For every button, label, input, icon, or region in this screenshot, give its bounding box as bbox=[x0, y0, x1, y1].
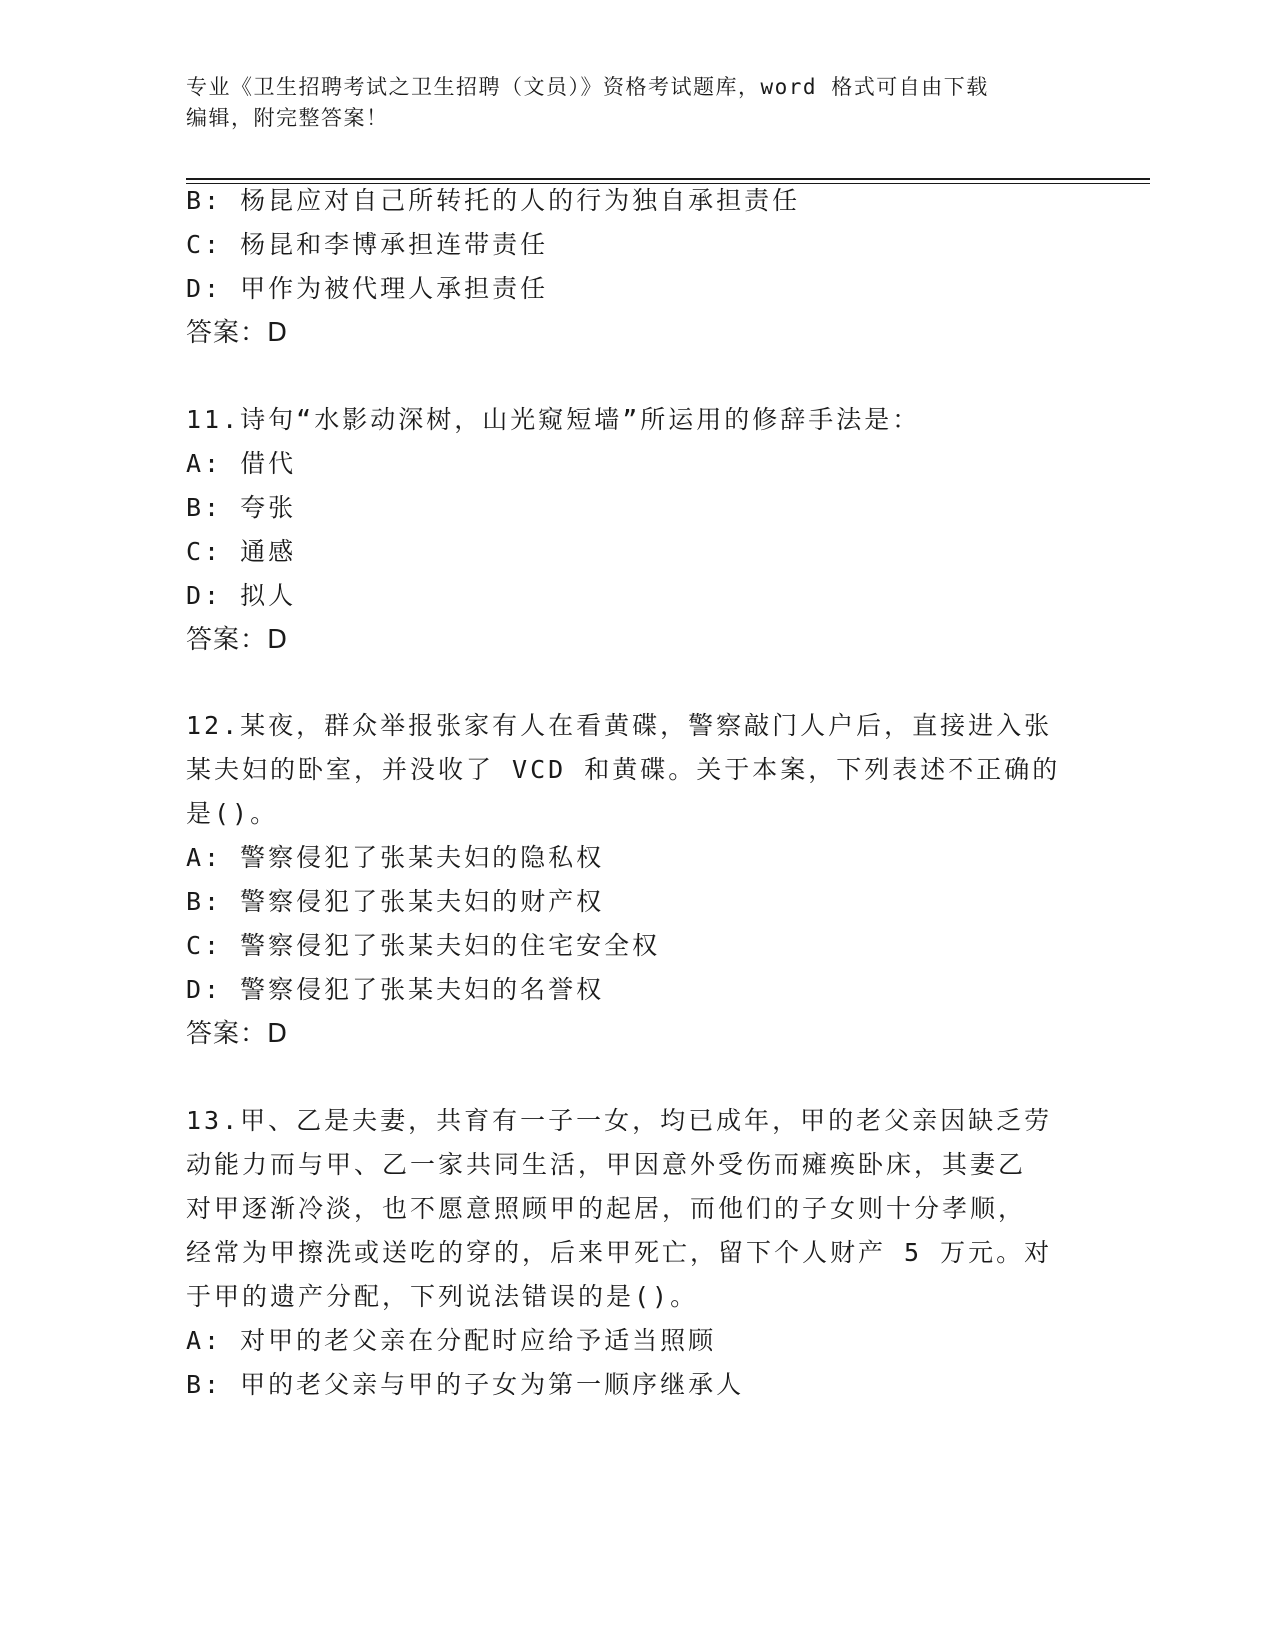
q12-option-b: B: 警察侵犯了张某夫妇的财产权 bbox=[186, 887, 605, 916]
header-divider-thin bbox=[186, 183, 1150, 184]
header-line-1: 专业《卫生招聘考试之卫生招聘（文员）》资格考试题库，word 格式可自由下载 bbox=[186, 75, 989, 99]
q12-stem-line-1: 12.某夜，群众举报张家有人在看黄碟，警察敲门人户后，直接进入张 bbox=[186, 711, 1053, 740]
q11-stem: 11.诗句“水影动深树，山光窥短墙”所运用的修辞手法是： bbox=[186, 405, 921, 434]
q12-option-a: A: 警察侵犯了张某夫妇的隐私权 bbox=[186, 843, 605, 872]
q10-answer: 答案：D bbox=[186, 318, 289, 348]
q13-option-a: A: 对甲的老父亲在分配时应给予适当照顾 bbox=[186, 1326, 717, 1355]
q12-option-d: D: 警察侵犯了张某夫妇的名誉权 bbox=[186, 975, 605, 1004]
q13-stem-line-2: 动能力而与甲、乙一家共同生活，甲因意外受伤而瘫痪卧床，其妻乙 bbox=[186, 1150, 1027, 1179]
q13-stem-line-5: 于甲的遗产分配，下列说法错误的是()。 bbox=[186, 1282, 699, 1311]
q13-stem-line-4: 经常为甲擦洗或送吃的穿的，后来甲死亡，留下个人财产 5 万元。对 bbox=[186, 1238, 1053, 1267]
q12-option-c: C: 警察侵犯了张某夫妇的住宅安全权 bbox=[186, 931, 661, 960]
header-line-2: 编辑，附完整答案！ bbox=[186, 106, 389, 130]
q11-option-c: C: 通感 bbox=[186, 537, 297, 566]
q11-answer: 答案：D bbox=[186, 625, 289, 655]
q13-stem-line-3: 对甲逐渐冷淡，也不愿意照顾甲的起居，而他们的子女则十分孝顺， bbox=[186, 1194, 1027, 1223]
q10-option-b: B: 杨昆应对自己所转托的人的行为独自承担责任 bbox=[186, 186, 801, 215]
q11-option-a: A: 借代 bbox=[186, 449, 297, 478]
q11-option-d: D: 拟人 bbox=[186, 581, 297, 610]
q10-option-c: C: 杨昆和李博承担连带责任 bbox=[186, 230, 549, 259]
q10-option-d: D: 甲作为被代理人承担责任 bbox=[186, 274, 549, 303]
q12-stem-line-2: 某夫妇的卧室，并没收了 VCD 和黄碟。关于本案，下列表述不正确的 bbox=[186, 755, 1061, 784]
q12-answer: 答案：D bbox=[186, 1019, 289, 1049]
document-header bbox=[186, 72, 1086, 134]
q13-stem-line-1: 13.甲、乙是夫妻，共育有一子一女，均已成年，甲的老父亲因缺乏劳 bbox=[186, 1106, 1053, 1135]
header-divider bbox=[186, 178, 1150, 180]
q13-option-b: B: 甲的老父亲与甲的子女为第一顺序继承人 bbox=[186, 1370, 745, 1399]
q12-stem-line-3: 是()。 bbox=[186, 799, 279, 828]
q11-option-b: B: 夸张 bbox=[186, 493, 297, 522]
